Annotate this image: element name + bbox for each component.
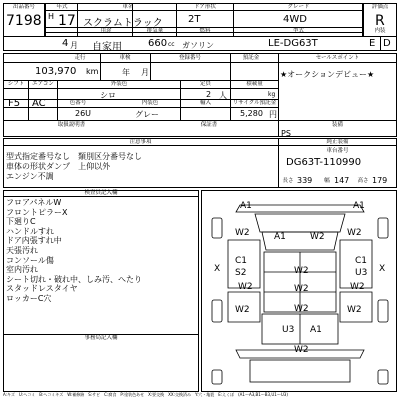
color-label: 外装色 <box>110 81 128 87</box>
damage-s2: S2 <box>235 268 247 278</box>
import-label: 輸入 <box>199 100 211 106</box>
door-label: ドア形状 <box>194 4 216 10</box>
capacity-label: 定員 <box>199 81 211 87</box>
notes-title: 注意事項 <box>129 139 152 145</box>
shift: F5 <box>8 98 21 109</box>
capacity-unit: 人 <box>219 91 227 100</box>
damage-w2-lower-left: W2 <box>238 282 253 292</box>
inspector-item: ドア内張すれ中 <box>6 236 62 246</box>
inspector-item: シート切れ・破れ中、しみ汚、へたり <box>6 274 142 284</box>
recycle-fee: 5,280 <box>240 109 263 118</box>
registration-label: 登録番号 <box>178 55 201 61</box>
damage-a1-right: A1 <box>353 201 365 211</box>
damage-legend: A:キズ U:ヘコミ B:ヘコミキズ W:補修跡 S:サビ C:腐食 P:塗装色あせ X:要交換 XX:交換済み Y:穴・亀裂 E:えくぼ (A1〜A3,B1〜B3,U1〜U3) <box>3 392 288 397</box>
capacity: 2 <box>206 90 212 99</box>
ac: AC <box>32 98 46 109</box>
recycle-label: 預託金 <box>242 55 260 61</box>
car-name: スクラムトラック <box>83 18 163 29</box>
equipment-label: 装備 <box>331 122 343 128</box>
exterior-grade: E <box>369 38 376 49</box>
inspection-month-unit: 月 <box>141 68 149 77</box>
ac-label: エアコン <box>32 81 54 87</box>
model-label: 型式 <box>292 28 304 34</box>
notes-line-1: 型式指定番号なし 類別区分番号なし <box>6 152 142 161</box>
length-label: 長さ <box>282 178 294 184</box>
inspection-label: 車検 <box>119 55 131 61</box>
damage-a1-hood: A1 <box>274 232 286 242</box>
load-label: 積載量 <box>246 81 263 87</box>
month-unit: 月 <box>70 41 78 50</box>
load-unit: kg <box>268 91 276 98</box>
car-name-label: 車名 <box>122 4 134 10</box>
damage-w2-bottom-right: W2 <box>347 305 362 315</box>
yen-unit: 円 <box>269 110 277 119</box>
year-label: 年式 <box>56 4 68 10</box>
door-type: 2T <box>188 14 201 25</box>
height-label: 高さ <box>357 178 369 184</box>
inspector-item: フロントピラーX <box>6 207 68 217</box>
damage-w2-center: W2 <box>294 304 309 314</box>
displacement-label: 排気量 <box>146 28 164 34</box>
color-no: 26U <box>75 109 92 118</box>
damage-a1-left: A1 <box>240 201 252 211</box>
recycle-fee-label: リサイクル預託金 <box>232 100 277 106</box>
width-label: 幅 <box>324 178 330 184</box>
warranty-label: 保証書 <box>200 122 218 128</box>
damage-a1-rear: A1 <box>310 325 322 335</box>
damage-w2-front-left: W2 <box>235 228 250 238</box>
interior-color-label: 内装色 <box>141 100 159 106</box>
inspector-item: 天張汚れ <box>6 245 38 255</box>
damage-x-right: X <box>379 264 386 274</box>
grade: 4WD <box>283 14 307 25</box>
inspector-item: ハンドルすれ <box>6 226 54 236</box>
chassis-label: 車台番号 <box>326 148 349 154</box>
mileage-label: 走行 <box>74 55 86 61</box>
damage-u3-rear: U3 <box>282 325 295 335</box>
inspector-title: 検査員記入欄 <box>84 190 118 196</box>
damage-c1-left: C1 <box>235 256 248 266</box>
length: 339 <box>297 176 313 185</box>
inspection-year-unit: 年 <box>122 68 130 77</box>
inspector-item: ロッカーC穴 <box>6 293 52 303</box>
usage: 自家用 <box>92 42 122 53</box>
genuine-label: 純正装備 <box>326 139 349 145</box>
color: シロ <box>100 91 116 100</box>
damage-x-left: X <box>214 264 221 274</box>
manual-label: 取扱説明書 <box>57 122 86 128</box>
month: 4 <box>62 38 69 49</box>
usage-label: 用途 <box>100 28 112 34</box>
km-unit: km <box>86 67 99 76</box>
inspector-item: 室内汚れ <box>6 265 38 275</box>
inspector-item: 下廻りC <box>6 217 36 227</box>
width: 147 <box>334 176 350 185</box>
model-code: LE-DG63T <box>268 38 318 49</box>
displacement: 660 <box>148 38 168 49</box>
notes-line-2: 車体の形状ダンプ 上仰以外 <box>6 162 111 171</box>
chassis-number: DG63T-110990 <box>286 157 362 168</box>
color-no-label: 色番号 <box>69 100 87 106</box>
eval-score: R <box>375 13 385 29</box>
damage-w2-bottom-left: W2 <box>235 305 250 315</box>
damage-w2-lower-right: W2 <box>350 282 365 292</box>
damage-w2-tail: W2 <box>294 345 309 355</box>
sales-point: ★オークションデビュー★ <box>280 70 375 79</box>
fuel-label: 燃料 <box>199 28 211 34</box>
damage-w2-floor: W2 <box>294 284 309 294</box>
interior-grade: D <box>383 38 391 49</box>
shift-label: シフト <box>7 81 25 87</box>
damage-w2-hood: W2 <box>310 232 325 242</box>
cc-unit: cc <box>168 41 175 48</box>
lot-number-label: 出品番号 <box>12 4 35 10</box>
damage-c1-right: C1 <box>355 256 368 266</box>
eval-label: 評価点 <box>371 4 389 10</box>
grade-label: グレード <box>287 4 310 10</box>
notes-line-3: エンジン不調 <box>6 172 54 181</box>
equipment: PS <box>281 129 291 138</box>
inspector-item: コンソール傷 <box>6 255 54 265</box>
mileage: 103,970 <box>35 66 77 77</box>
dealer-title: 事務局記入欄 <box>84 335 118 341</box>
damage-w2-bed: W2 <box>294 266 309 276</box>
inspector-item: フロアパネルW <box>6 198 62 207</box>
model-year: 17 <box>58 13 76 29</box>
fuel: ガソリン <box>182 41 214 50</box>
height: 179 <box>372 176 388 185</box>
lot-number: 7198 <box>6 13 42 29</box>
inspector-item: スタッドレスタイヤ <box>6 284 78 294</box>
interior-label: 内装 <box>374 28 386 34</box>
damage-u3: U3 <box>355 268 368 278</box>
era: H <box>48 12 55 21</box>
interior-color: グレー <box>135 110 159 119</box>
damage-w2-front-right: W2 <box>347 228 362 238</box>
sales-point-label: セールスポイント <box>315 55 360 61</box>
